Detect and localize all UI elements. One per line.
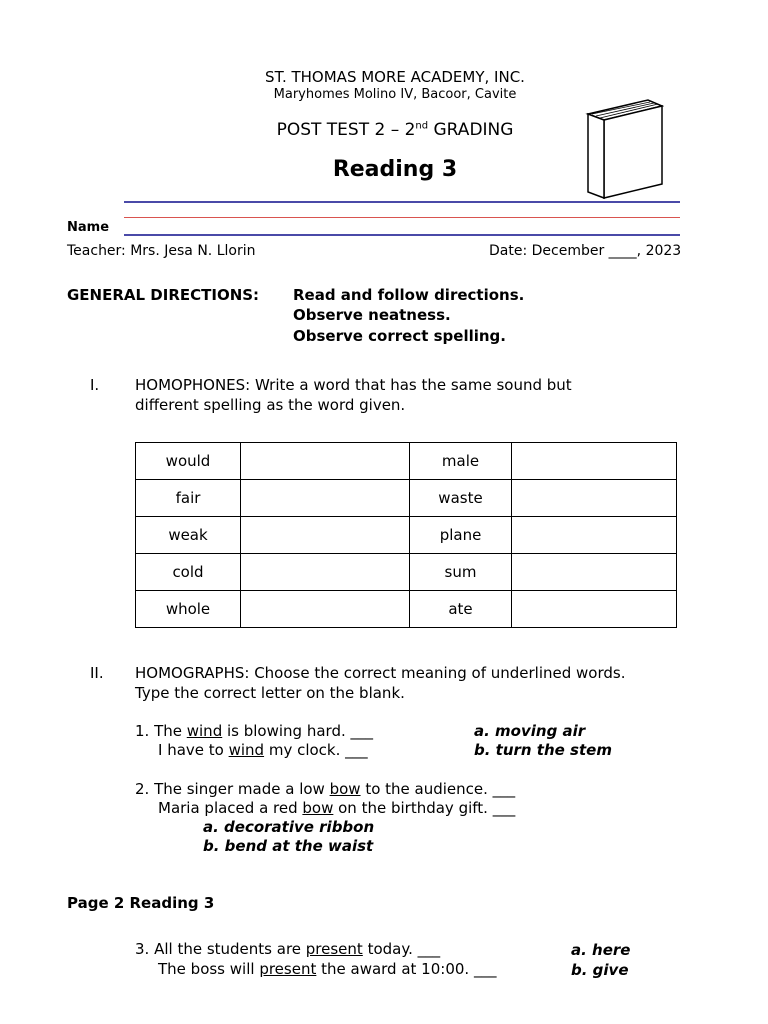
- table-row: [136, 591, 677, 628]
- answer-cell[interactable]: [512, 480, 677, 517]
- test-title-prefix: POST TEST 2 – 2: [276, 120, 416, 140]
- name-label: Name: [67, 220, 110, 235]
- given-word: male: [410, 443, 512, 480]
- q3-option-a: a. here: [571, 941, 631, 959]
- q2-sentence-b: [158, 799, 515, 817]
- direction-line-3: Observe correct spelling.: [293, 327, 506, 345]
- q2b-word: bow: [302, 799, 334, 817]
- homophones-table: [135, 442, 677, 628]
- table-row: [136, 554, 677, 591]
- q1-option-b: b. turn the stem: [474, 741, 612, 759]
- given-word: waste: [410, 480, 512, 517]
- answer-cell[interactable]: [241, 443, 410, 480]
- q1-sentence-a: [135, 722, 373, 740]
- q3-option-b: b. give: [571, 961, 629, 979]
- answer-cell[interactable]: [512, 554, 677, 591]
- direction-line-1: Read and follow directions.: [293, 286, 525, 304]
- section1-instruction-2: different spelling as the word given.: [135, 396, 406, 414]
- q1b-pre: I have to: [158, 741, 229, 759]
- answer-cell[interactable]: [241, 554, 410, 591]
- name-line-blue-bottom: [124, 234, 680, 236]
- given-word: weak: [136, 517, 241, 554]
- direction-line-2: Observe neatness.: [293, 306, 451, 324]
- q1a-word: wind: [186, 722, 223, 740]
- q1a-post: is blowing hard. ___: [222, 722, 373, 740]
- q3-sentence-b: [158, 960, 496, 978]
- q2b-pre: Maria placed a red: [158, 799, 303, 817]
- answer-cell[interactable]: [512, 591, 677, 628]
- section1-number: I.: [90, 376, 100, 394]
- section2-number: II.: [90, 664, 104, 682]
- given-word: would: [136, 443, 241, 480]
- answer-cell[interactable]: [512, 443, 677, 480]
- q1b-post: my clock. ___: [264, 741, 368, 759]
- q1b-word: wind: [228, 741, 265, 759]
- page2-heading: Page 2 Reading 3: [67, 894, 215, 912]
- q2a-pre: 2. The singer made a low: [135, 780, 330, 798]
- q3a-pre: 3. All the students are: [135, 940, 306, 958]
- q2a-post: to the audience. ___: [360, 780, 516, 798]
- q2a-word: bow: [329, 780, 361, 798]
- given-word: sum: [410, 554, 512, 591]
- name-line-blue-top: [124, 201, 680, 203]
- answer-cell[interactable]: [241, 480, 410, 517]
- q3a-post: today. ___: [362, 940, 441, 958]
- name-line-red: [124, 217, 680, 218]
- section2-instruction-1: HOMOGRAPHS: Choose the correct meaning of underlined words.: [135, 664, 626, 682]
- teacher-line: Teacher: Mrs. Jesa N. Llorin: [67, 243, 256, 259]
- q2-sentence-a: [135, 780, 515, 798]
- q1a-pre: 1. The: [135, 722, 187, 740]
- test-title-sup: nd: [415, 120, 429, 132]
- section1-instruction-1: HOMOPHONES: Write a word that has the same sound but: [135, 376, 572, 394]
- q2-option-b: b. bend at the waist: [203, 837, 374, 855]
- book-icon: [582, 94, 664, 202]
- test-title-suffix: GRADING: [428, 120, 514, 140]
- q3a-word: present: [305, 940, 363, 958]
- school-name: ST. THOMAS MORE ACADEMY, INC.: [265, 68, 525, 86]
- given-word: cold: [136, 554, 241, 591]
- q3b-word: present: [259, 960, 317, 978]
- q3b-post: the award at 10:00. ___: [316, 960, 497, 978]
- table-row: [136, 517, 677, 554]
- q2-option-a: a. decorative ribbon: [203, 818, 375, 836]
- answer-cell[interactable]: [241, 591, 410, 628]
- q1-sentence-b: [158, 741, 368, 759]
- q3b-pre: The boss will: [158, 960, 260, 978]
- directions-label: GENERAL DIRECTIONS:: [67, 286, 260, 304]
- table-row: [136, 480, 677, 517]
- school-address: Maryhomes Molino IV, Bacoor, Cavite: [273, 87, 517, 102]
- q3-sentence-a: [135, 940, 440, 958]
- q2b-post: on the birthday gift. ___: [333, 799, 516, 817]
- q1-option-a: a. moving air: [474, 722, 586, 740]
- date-line: Date: December ____, 2023: [489, 243, 682, 259]
- given-word: whole: [136, 591, 241, 628]
- answer-cell[interactable]: [512, 517, 677, 554]
- given-word: ate: [410, 591, 512, 628]
- given-word: fair: [136, 480, 241, 517]
- subject-title: Reading 3: [332, 157, 458, 182]
- table-row: [136, 443, 677, 480]
- answer-cell[interactable]: [241, 517, 410, 554]
- given-word: plane: [410, 517, 512, 554]
- section2-instruction-2: Type the correct letter on the blank.: [135, 684, 405, 702]
